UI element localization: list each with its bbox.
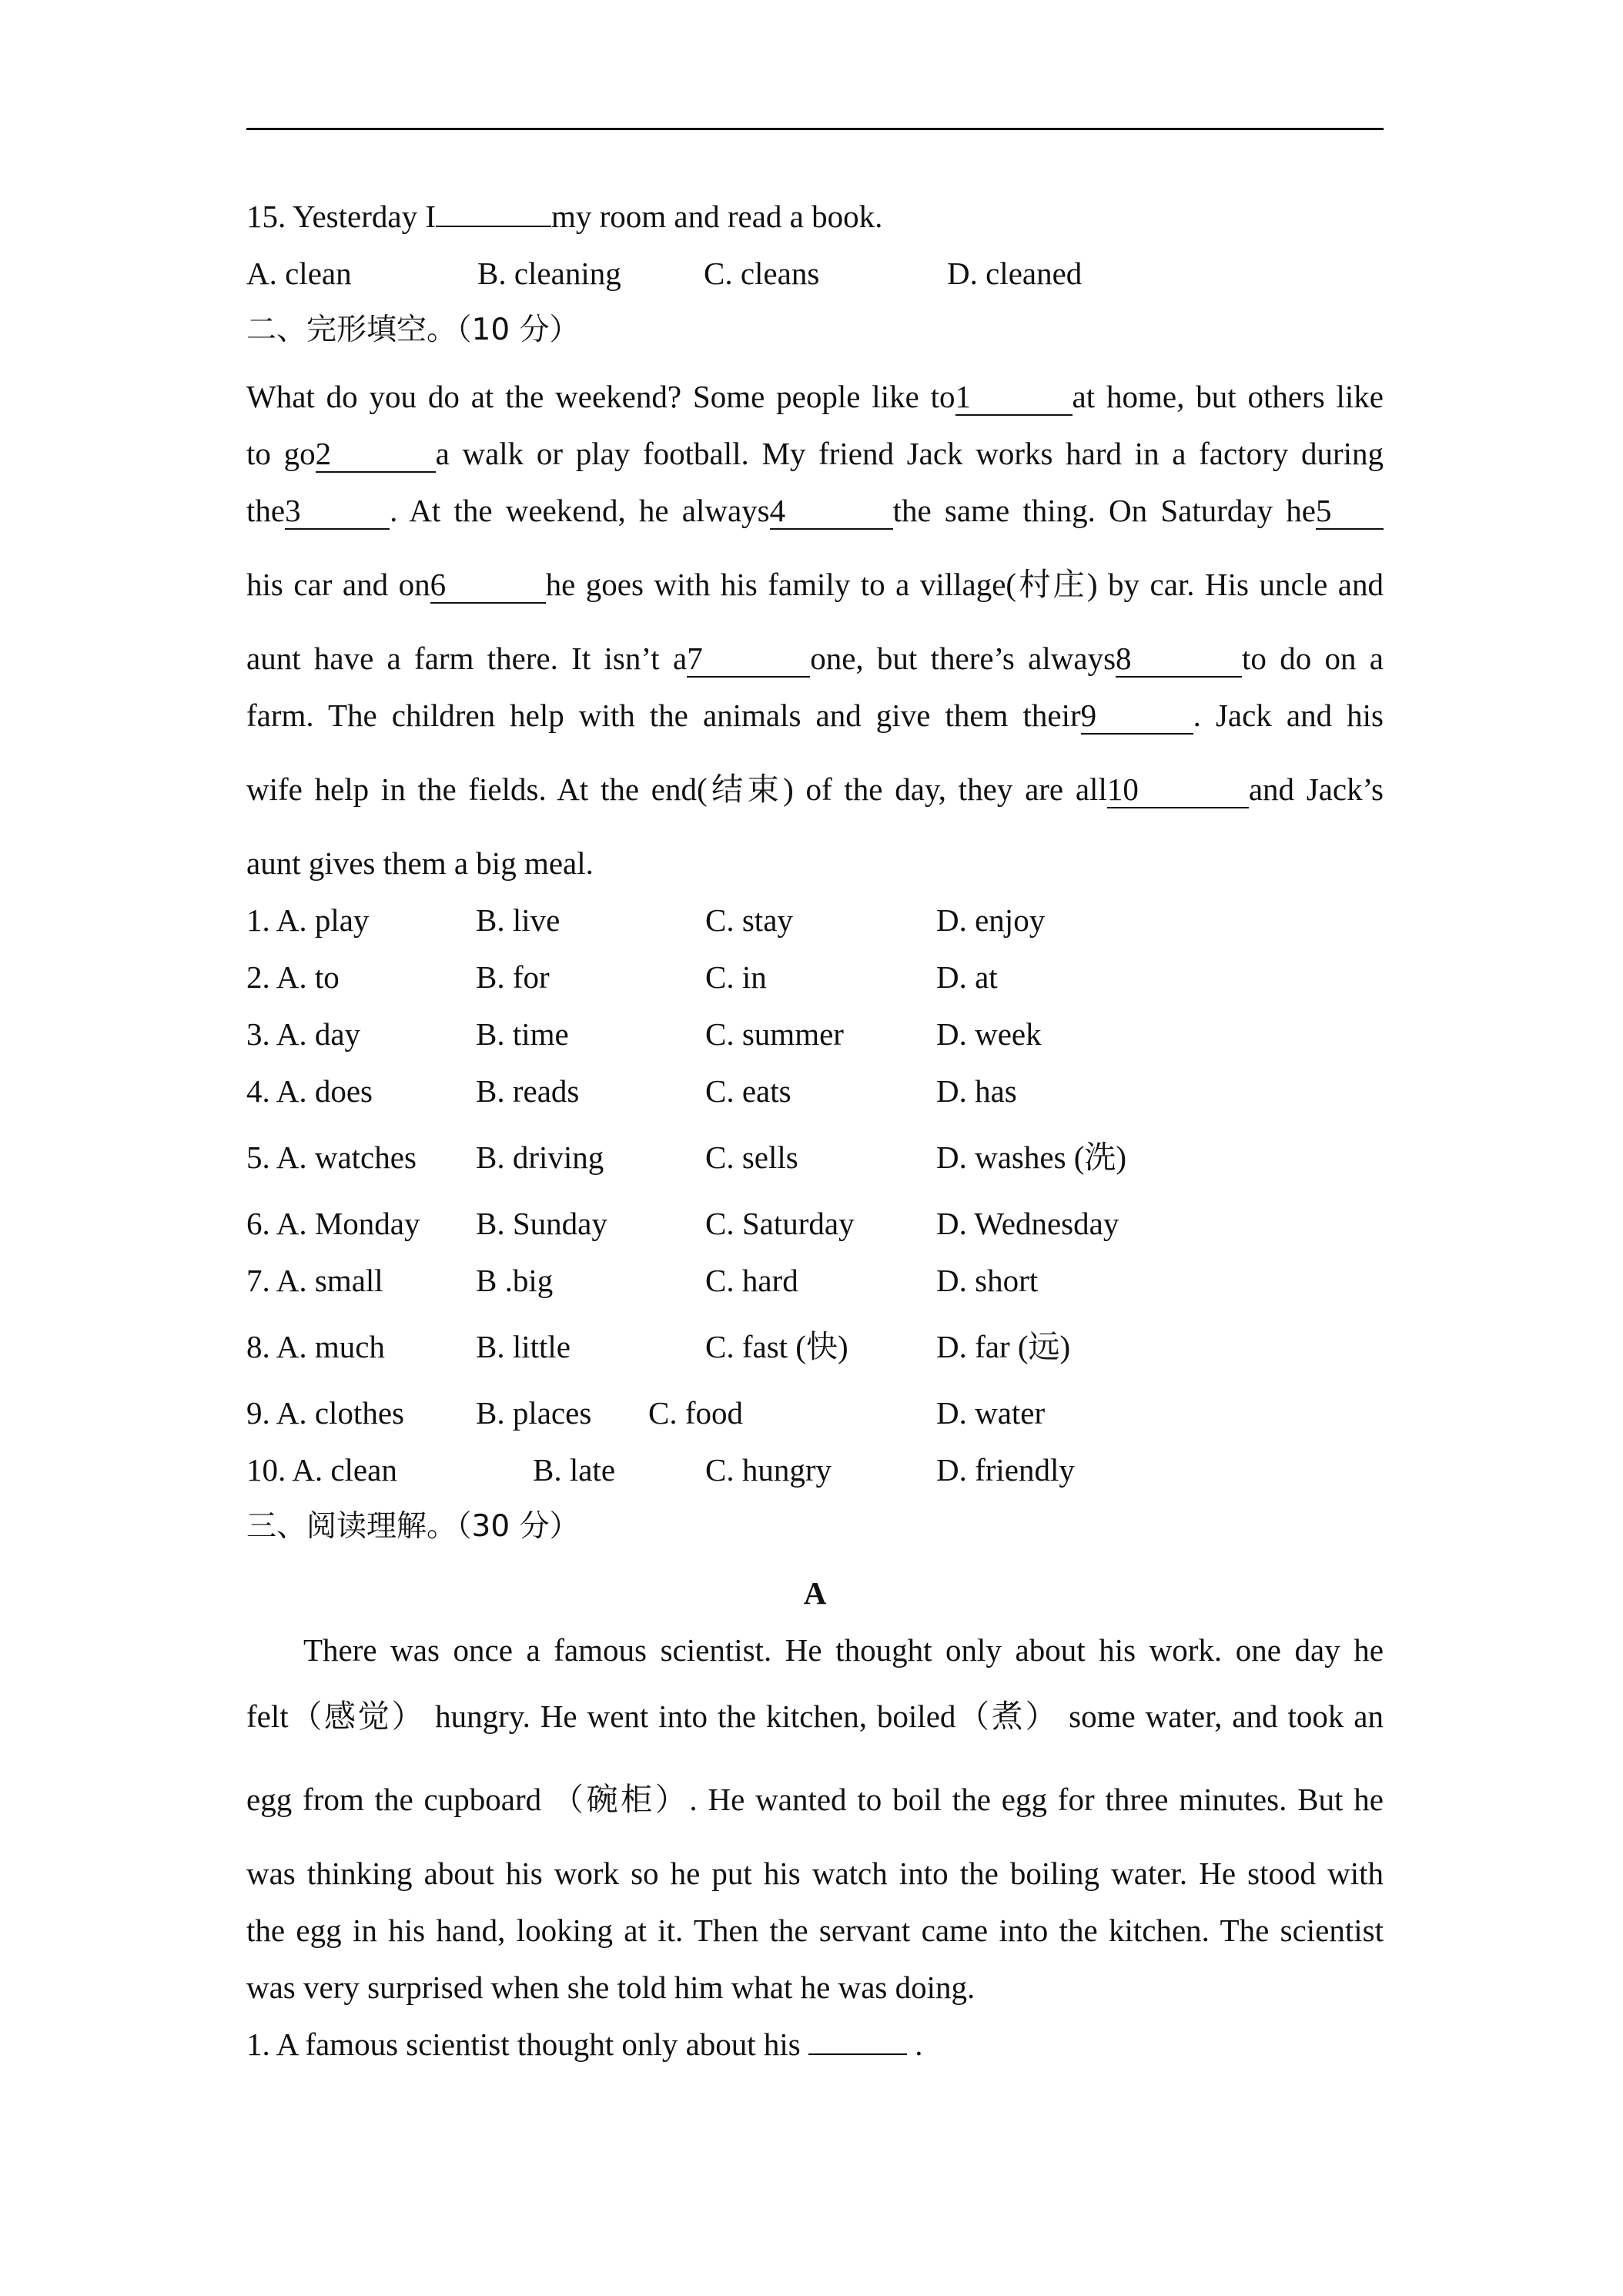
cloze-option-c: C. sells [705, 1140, 798, 1175]
reading-line-6: was very surprised when she told him what he was doing. [246, 1970, 975, 2005]
cloze-option-b: B. live [476, 902, 561, 938]
cloze-option-b: B. Sunday [476, 1206, 607, 1241]
cloze-blank-10: 10 [1107, 771, 1249, 808]
cloze-option-a: 5. A. watches [246, 1140, 417, 1175]
cloze-passage-line-3 [246, 482, 1384, 539]
cloze-text: and Jack’s [1248, 771, 1384, 807]
cloze-option-c: C. stay [705, 902, 793, 938]
cloze-option-a: 3. A. day [246, 1016, 361, 1052]
cloze-passage-line-4 [246, 556, 1384, 613]
cloze-options-row-7 [246, 1252, 1384, 1309]
reading-question-1-prefix: 1. A famous scientist thought only about his [246, 2027, 801, 2062]
reading-line-1: There was once a famous scientist. He thought only about his work. one day he [303, 1632, 1384, 1668]
cloze-passage-line-7 [246, 761, 1384, 818]
question-15-option-a: A. clean [246, 256, 352, 291]
cloze-option-b: B. for [476, 959, 550, 995]
question-15-option-d: D. cleaned [947, 256, 1083, 291]
cloze-text: . At the weekend, he always [390, 493, 770, 528]
cloze-option-d: D. Wednesday [936, 1206, 1119, 1241]
cloze-option-d: D. far (远) [936, 1329, 1071, 1364]
cloze-option-a: 6. A. Monday [246, 1206, 420, 1241]
cloze-options-row-5 [246, 1129, 1384, 1186]
cloze-options-row-4 [246, 1063, 1384, 1120]
cloze-blank-2: 2 [316, 436, 436, 473]
cloze-passage-line-5 [246, 630, 1384, 687]
cloze-option-c: C. Saturday [705, 1206, 855, 1241]
cloze-option-d: D. week [936, 1016, 1042, 1052]
cloze-option-a: 7. A. small [246, 1263, 383, 1298]
cloze-passage-line-8: aunt gives them a big meal. [246, 845, 594, 881]
cloze-text: farm. The children help with the animals and give them their [246, 698, 1081, 733]
cloze-option-b: B. time [476, 1016, 569, 1052]
cloze-option-c: C. food [648, 1395, 743, 1431]
cloze-option-a: 8. A. much [246, 1329, 385, 1364]
cloze-option-b: B. driving [476, 1140, 604, 1175]
cloze-passage-line-6 [246, 687, 1384, 744]
question-15-option-b: B. cleaning [477, 256, 621, 291]
cloze-option-d: D. enjoy [936, 902, 1046, 938]
cloze-option-d: D. friendly [936, 1452, 1075, 1488]
reading-question-1-suffix: . [915, 2027, 923, 2062]
cloze-text: wife help in the fields. At the end(结束) of the day, they are all [246, 771, 1107, 807]
cloze-blank-7: 7 [687, 641, 810, 678]
cloze-options-row-9 [246, 1384, 1384, 1441]
cloze-option-a: 1. A. play [246, 902, 370, 938]
cloze-text: the [246, 493, 286, 528]
question-15-stem-prefix: 15. Yesterday I [246, 199, 436, 234]
cloze-option-c: C. eats [705, 1073, 791, 1109]
page-content [246, 188, 1384, 2073]
question-15-options [246, 245, 1384, 302]
header-rule [246, 128, 1384, 130]
cloze-option-b: B. places [476, 1395, 592, 1431]
cloze-option-a: 4. A. does [246, 1073, 373, 1109]
cloze-options-row-8 [246, 1318, 1384, 1375]
cloze-option-c: C. hard [705, 1263, 798, 1298]
reading-section-title: 三、阅读理解。（30 分） [246, 1509, 580, 1544]
cloze-option-b: B. reads [476, 1073, 580, 1109]
cloze-options-row-3 [246, 1006, 1384, 1063]
cloze-blank-4: 4 [770, 493, 893, 530]
cloze-option-c: C. fast (快) [705, 1329, 848, 1364]
reading-line-5: the egg in his hand, looking at it. Then the servant came into the kitchen. The scientist [246, 1913, 1384, 1948]
cloze-text: at home, but others like [1072, 379, 1384, 414]
cloze-section-title: 二、完形填空。（10 分） [246, 313, 580, 347]
cloze-passage-line-1 [246, 368, 1384, 425]
cloze-text: to do on a [1242, 641, 1384, 676]
cloze-blank-1: 1 [955, 379, 1073, 416]
cloze-passage-line-2 [246, 425, 1384, 482]
cloze-blank-9: 9 [1081, 698, 1193, 735]
cloze-option-a: 2. A. to [246, 959, 340, 995]
cloze-option-b: B. little [476, 1329, 571, 1364]
cloze-blank-3: 3 [285, 493, 390, 530]
reading-question-1 [246, 2016, 1384, 2073]
reading-line-3: egg from the cupboard （碗柜）. He wanted to boil the egg for three minutes. But he [246, 1782, 1384, 1817]
cloze-options-row-6 [246, 1195, 1384, 1252]
cloze-option-d: D. has [936, 1073, 1017, 1109]
cloze-option-a: 10. A. clean [246, 1452, 397, 1488]
cloze-option-d: D. short [936, 1263, 1039, 1298]
cloze-option-a: 9. A. clothes [246, 1395, 404, 1431]
cloze-options-row-1 [246, 892, 1384, 949]
question-15-option-c: C. cleans [704, 256, 820, 291]
cloze-option-d: D. water [936, 1395, 1046, 1431]
cloze-option-c: C. summer [705, 1016, 844, 1052]
cloze-option-c: C. hungry [705, 1452, 832, 1488]
cloze-text: his car and on [246, 567, 430, 602]
cloze-option-c: C. in [705, 959, 767, 995]
cloze-text: he goes with his family to a village(村庄) by car. His uncle and [545, 567, 1384, 602]
cloze-option-b: B. late [533, 1452, 616, 1488]
question-15-blank [436, 226, 551, 227]
cloze-text: one, but there’s always [810, 641, 1116, 676]
cloze-option-b: B .big [476, 1263, 554, 1298]
reading-line-4: was thinking about his work so he put his watch into the boiling water. He stood with [246, 1856, 1384, 1891]
passage-label: A [803, 1575, 827, 1611]
cloze-option-d: D. at [936, 959, 998, 995]
cloze-options-row-2 [246, 949, 1384, 1006]
reading-question-1-blank [808, 2053, 907, 2055]
cloze-text: What do you do at the weekend? Some people like to [246, 379, 955, 414]
cloze-text: the same thing. On Saturday he [892, 493, 1316, 528]
cloze-text: a walk or play football. My friend Jack works hard in a factory during [435, 436, 1384, 471]
cloze-blank-8: 8 [1116, 641, 1242, 678]
cloze-text: aunt have a farm there. It isn’t a [246, 641, 688, 676]
cloze-text: . Jack and his [1193, 698, 1384, 733]
cloze-options-row-10 [246, 1441, 1384, 1498]
question-15 [246, 188, 1384, 245]
cloze-text: to go [246, 436, 316, 471]
cloze-option-d: D. washes (洗) [936, 1140, 1127, 1175]
question-15-stem-suffix: my room and read a book. [550, 199, 883, 234]
reading-line-2: felt（感觉） hungry. He went into the kitchen, boiled（煮） some water, and took an [246, 1699, 1384, 1734]
cloze-blank-5: 5 [1316, 493, 1384, 530]
cloze-blank-6: 6 [430, 567, 546, 604]
